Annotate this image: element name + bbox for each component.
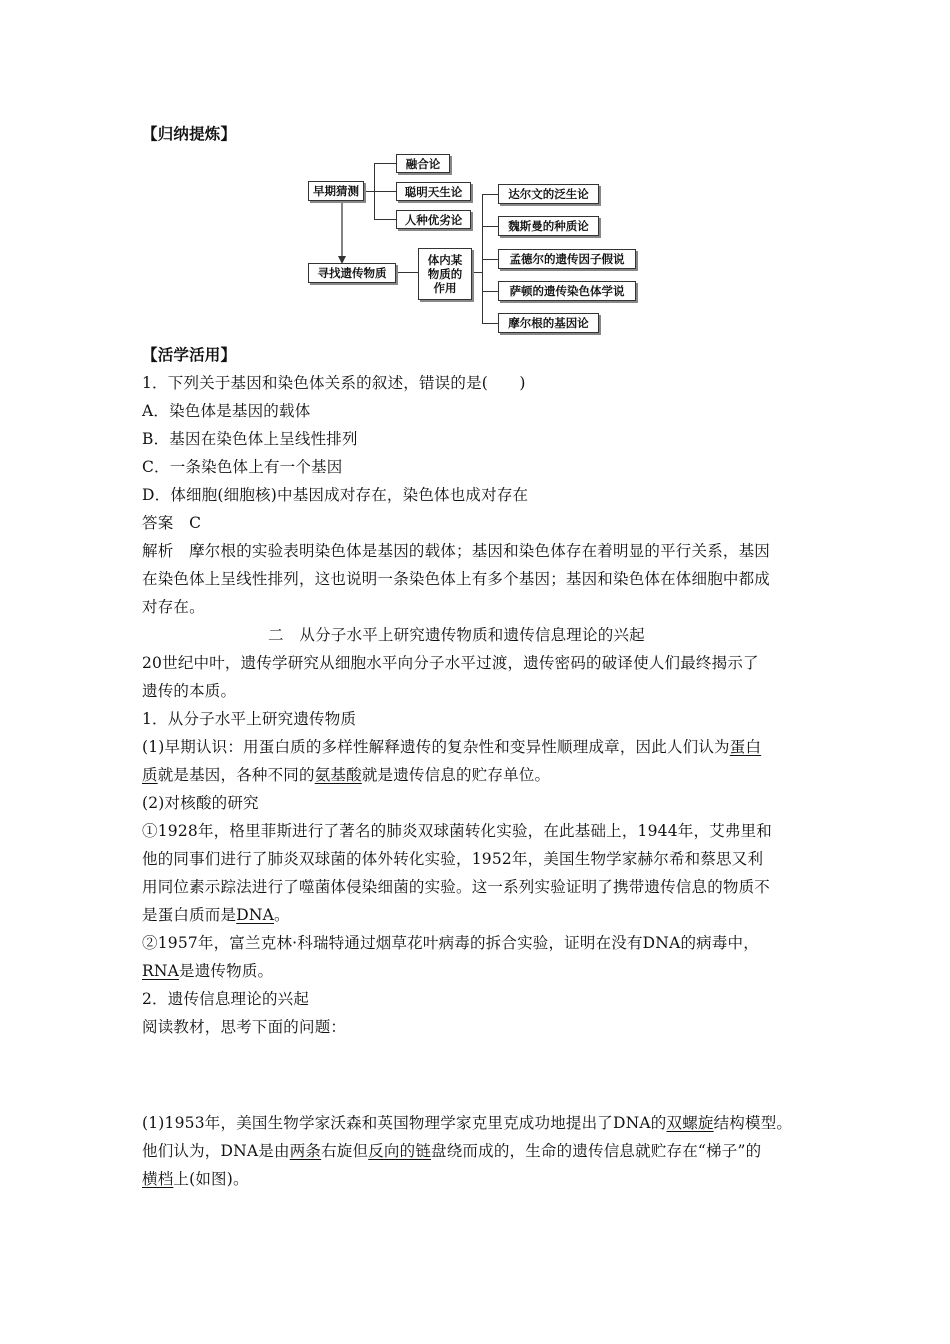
option-d: D．体细胞(细胞核)中基因成对存在，染色体也成对存在 xyxy=(142,486,529,504)
text: 上(如图)。 xyxy=(173,1170,249,1188)
race-theory-box: 人种优劣论 xyxy=(396,210,471,229)
text: 就是基因，各种不同的 xyxy=(157,766,315,784)
weismann-germplasm-box: 魏斯曼的种质论 xyxy=(498,216,599,236)
text: 盘绕而成的，生命的遗传信息就贮存在“梯子”的 xyxy=(431,1142,762,1160)
early-guess-box: 早期猜测 xyxy=(308,181,364,201)
answer: 答案 C xyxy=(142,514,202,532)
role-line: 物质的 xyxy=(427,267,463,281)
text: 他们认为，DNA是由 xyxy=(142,1142,290,1160)
paragraph-line xyxy=(142,905,290,925)
question-stem: 1．下列关于基因和染色体关系的叙述，错误的是( ) xyxy=(142,374,526,392)
dna-model-line xyxy=(142,1141,761,1161)
paragraph-line: ②1957年，富兰克林·科瑞特通过烟草花叶病毒的拆合实验，证明在没有DNA的病毒中， xyxy=(142,934,759,952)
intro-line: 20世纪中叶，遗传学研究从细胞水平向分子水平过渡，遗传密码的破译使人们最终揭示了 xyxy=(142,654,759,672)
subheading: 2．遗传信息理论的兴起 xyxy=(142,990,310,1008)
blank-answer: 氨基酸 xyxy=(314,766,362,784)
darwin-pangenesis-box: 达尔文的泛生论 xyxy=(498,184,599,204)
innate-smart-theory-box: 聪明天生论 xyxy=(396,182,471,201)
option-b: B．基因在染色体上呈线性排列 xyxy=(142,430,358,448)
fusion-theory-box: 融合论 xyxy=(396,154,450,173)
blank-answer: 两条 xyxy=(289,1142,322,1160)
analysis-line: 在染色体上呈线性排列，这也说明一条染色体上有多个基因；基因和染色体在体细胞中都成 xyxy=(142,570,771,588)
early-cognition-line xyxy=(142,737,761,757)
early-cognition-line xyxy=(142,765,550,785)
section-summary-heading: 【归纳提炼】 xyxy=(142,124,237,143)
dna-model-line xyxy=(142,1169,249,1189)
analysis-line: 解析 摩尔根的实验表明染色体是基因的载体；基因和染色体存在着明显的平行关系，基因 xyxy=(142,542,771,560)
text: 结构模型。 xyxy=(713,1114,793,1132)
section-heading: 二 从分子水平上研究遗传物质和遗传信息理论的兴起 xyxy=(268,626,645,644)
intro-line: 遗传的本质。 xyxy=(142,682,237,700)
mendel-hypothesis-box: 孟德尔的遗传因子假说 xyxy=(498,249,636,269)
text: 是遗传物质。 xyxy=(179,962,274,980)
paragraph-line xyxy=(142,961,273,981)
down-arrow-icon xyxy=(0,0,950,400)
option-a: A．染色体是基因的载体 xyxy=(142,402,311,420)
paragraph-line: 他的同事们进行了肺炎双球菌的体外转化实验，1952年，美国生物学家赫尔希和蔡思又利 xyxy=(142,850,764,868)
subheading: 1．从分子水平上研究遗传物质 xyxy=(142,710,357,728)
paragraph-line: ①1928年，格里菲斯进行了著名的肺炎双球菌转化实验，在此基础上，1944年，艾弗里和 xyxy=(142,822,772,840)
paragraph-line: 用同位素示踪法进行了噬菌体侵染细菌的实验。这一系列实验证明了携带遗传信息的物质不 xyxy=(142,878,771,896)
blank-answer: RNA xyxy=(142,962,180,980)
sutton-theory-box: 萨顿的遗传染色体学说 xyxy=(498,281,636,301)
subheading: (2)对核酸的研究 xyxy=(142,794,259,812)
text: (1)1953年，美国生物学家沃森和英国物理学家克里克成功地提出了DNA的 xyxy=(142,1114,667,1132)
text: 。 xyxy=(274,906,290,924)
blank-answer: 蛋白 xyxy=(729,738,762,756)
section-practice-heading: 【活学活用】 xyxy=(142,345,237,364)
blank-answer: 横档 xyxy=(142,1170,174,1188)
blank-answer: 双螺旋 xyxy=(666,1114,714,1132)
option-c: C．一条染色体上有一个基因 xyxy=(142,458,343,476)
blank-answer: DNA xyxy=(236,906,274,924)
internal-substance-role-box xyxy=(418,248,472,300)
role-line: 体内某 xyxy=(427,253,463,267)
instruction: 阅读教材，思考下面的问题： xyxy=(142,1018,347,1036)
dna-model-line xyxy=(142,1113,792,1133)
text: 右旋但 xyxy=(321,1142,369,1160)
role-line: 作用 xyxy=(433,281,457,295)
text: 是蛋白质而是 xyxy=(142,906,237,924)
search-genetic-material-box: 寻找遗传物质 xyxy=(308,263,396,283)
analysis-line: 对存在。 xyxy=(142,598,205,616)
blank-answer: 质 xyxy=(142,766,158,784)
text: 就是遗传信息的贮存单位。 xyxy=(361,766,551,784)
text: (1)早期认识：用蛋白质的多样性解释遗传的复杂性和变异性顺理成章，因此人们认为 xyxy=(142,738,730,756)
morgan-gene-theory-box: 摩尔根的基因论 xyxy=(498,313,599,333)
blank-answer: 反向的链 xyxy=(368,1142,432,1160)
